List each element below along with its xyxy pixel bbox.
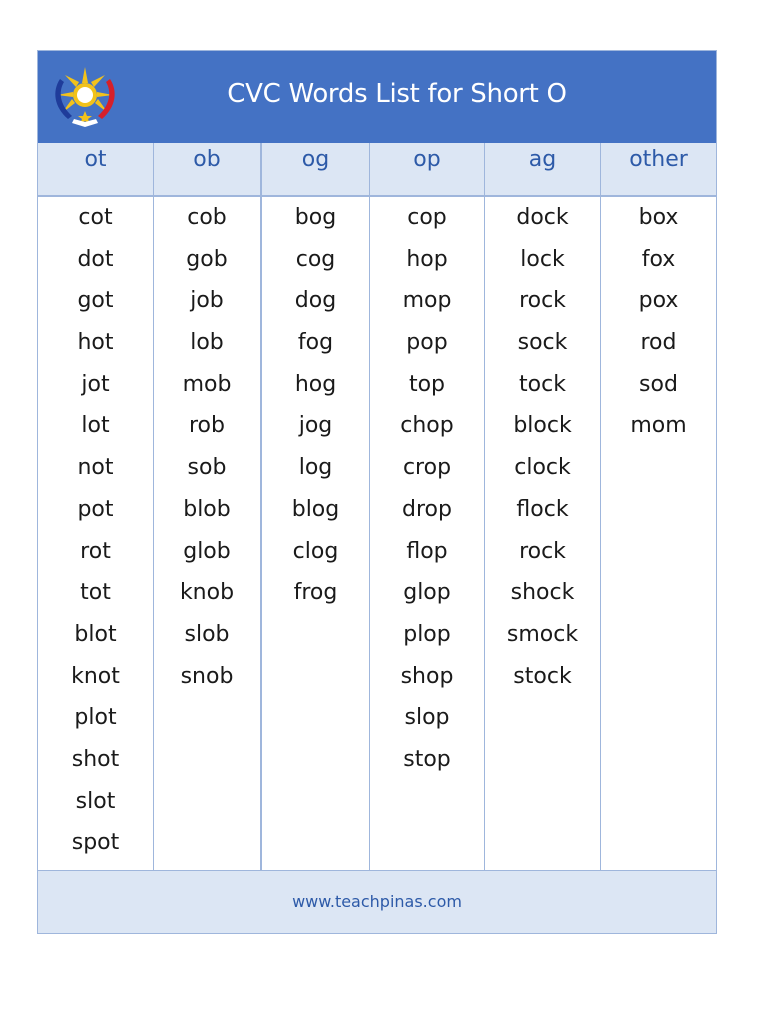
word-item: slob — [184, 621, 230, 647]
word-item: blog — [291, 496, 340, 522]
word-item: pox — [638, 288, 679, 314]
column-ag — [485, 143, 601, 870]
word-item: bog — [294, 205, 337, 230]
word-item: lob — [190, 330, 224, 356]
word-item: hop — [406, 246, 448, 272]
word-item: plot — [74, 705, 117, 731]
word-item: clog — [292, 538, 339, 564]
word-item: mop — [402, 288, 452, 314]
word-item: cob — [187, 205, 227, 230]
word-item: slop — [404, 705, 450, 731]
word-item: pot — [77, 496, 114, 522]
column-heading: op — [370, 143, 484, 197]
word-item: spot — [71, 830, 120, 856]
word-item: shot — [71, 746, 120, 772]
word-item: lock — [520, 246, 565, 272]
word-item: top — [408, 371, 446, 397]
word-list — [370, 197, 484, 787]
word-item: fog — [297, 330, 334, 356]
word-item: glop — [403, 580, 451, 606]
word-item: sock — [517, 330, 568, 356]
word-item: hot — [77, 330, 114, 356]
word-list-sheet — [37, 50, 717, 934]
word-item: slot — [75, 788, 116, 814]
word-item: dog — [294, 288, 337, 314]
word-item: box — [638, 205, 679, 230]
word-item: log — [298, 455, 333, 481]
word-item: job — [190, 288, 224, 314]
word-item: hog — [294, 371, 337, 397]
word-item: sob — [187, 455, 227, 481]
column-ot — [38, 143, 154, 870]
word-item: lot — [81, 413, 110, 439]
word-item: rock — [519, 288, 566, 314]
word-list — [601, 197, 716, 453]
word-item: dock — [516, 205, 569, 230]
word-item: rock — [519, 538, 566, 564]
column-heading: other — [601, 143, 716, 197]
word-item: pop — [406, 330, 448, 356]
word-item: clock — [514, 455, 571, 481]
word-item: smock — [506, 621, 579, 647]
word-item: jot — [81, 371, 110, 397]
column-ob — [154, 143, 262, 870]
word-item: flock — [516, 496, 569, 522]
word-list — [154, 197, 260, 703]
word-item: cog — [295, 246, 336, 272]
word-item: snob — [180, 663, 234, 689]
column-heading: og — [262, 143, 369, 197]
word-item: block — [513, 413, 572, 439]
word-item: gob — [186, 246, 228, 272]
word-item: got — [77, 288, 114, 314]
title-bar — [38, 51, 716, 143]
word-item: tock — [519, 371, 566, 397]
word-item: shock — [510, 580, 575, 606]
column-op — [370, 143, 485, 870]
word-item: glob — [183, 538, 231, 564]
word-item: mom — [630, 413, 687, 439]
word-item: rob — [189, 413, 225, 439]
word-item: crop — [402, 455, 452, 481]
word-item: rot — [80, 538, 111, 564]
word-list — [262, 197, 369, 620]
word-item: cot — [78, 205, 113, 230]
column-other — [601, 143, 716, 870]
website-link[interactable]: www.teachpinas.com — [292, 892, 462, 911]
word-item: knot — [71, 663, 120, 689]
word-item: dot — [77, 246, 114, 272]
word-item: shop — [400, 663, 454, 689]
word-item: chop — [400, 413, 454, 439]
word-item: blob — [183, 496, 231, 522]
word-item: drop — [402, 496, 452, 522]
word-item: mob — [182, 371, 232, 397]
word-item: stock — [513, 663, 572, 689]
word-item: tot — [80, 580, 111, 606]
word-item: frog — [293, 580, 338, 606]
word-columns — [38, 143, 716, 870]
word-item: knob — [179, 580, 235, 606]
word-item: rod — [640, 330, 677, 356]
page-title: CVC Words List for Short O — [227, 79, 567, 109]
column-heading: ot — [38, 143, 153, 197]
column-heading: ag — [485, 143, 600, 197]
word-item: cop — [407, 205, 447, 230]
column-heading: ob — [154, 143, 260, 197]
word-item: plop — [403, 621, 451, 647]
column-og — [262, 143, 370, 870]
word-item: not — [77, 455, 114, 481]
word-item: blot — [74, 621, 117, 647]
word-list — [485, 197, 600, 703]
word-list — [38, 197, 153, 870]
word-item: flop — [406, 538, 448, 564]
word-item: sod — [639, 371, 678, 397]
footer — [38, 870, 716, 933]
word-item: fox — [641, 246, 676, 272]
word-item: stop — [403, 746, 451, 772]
word-item: jog — [298, 413, 333, 439]
